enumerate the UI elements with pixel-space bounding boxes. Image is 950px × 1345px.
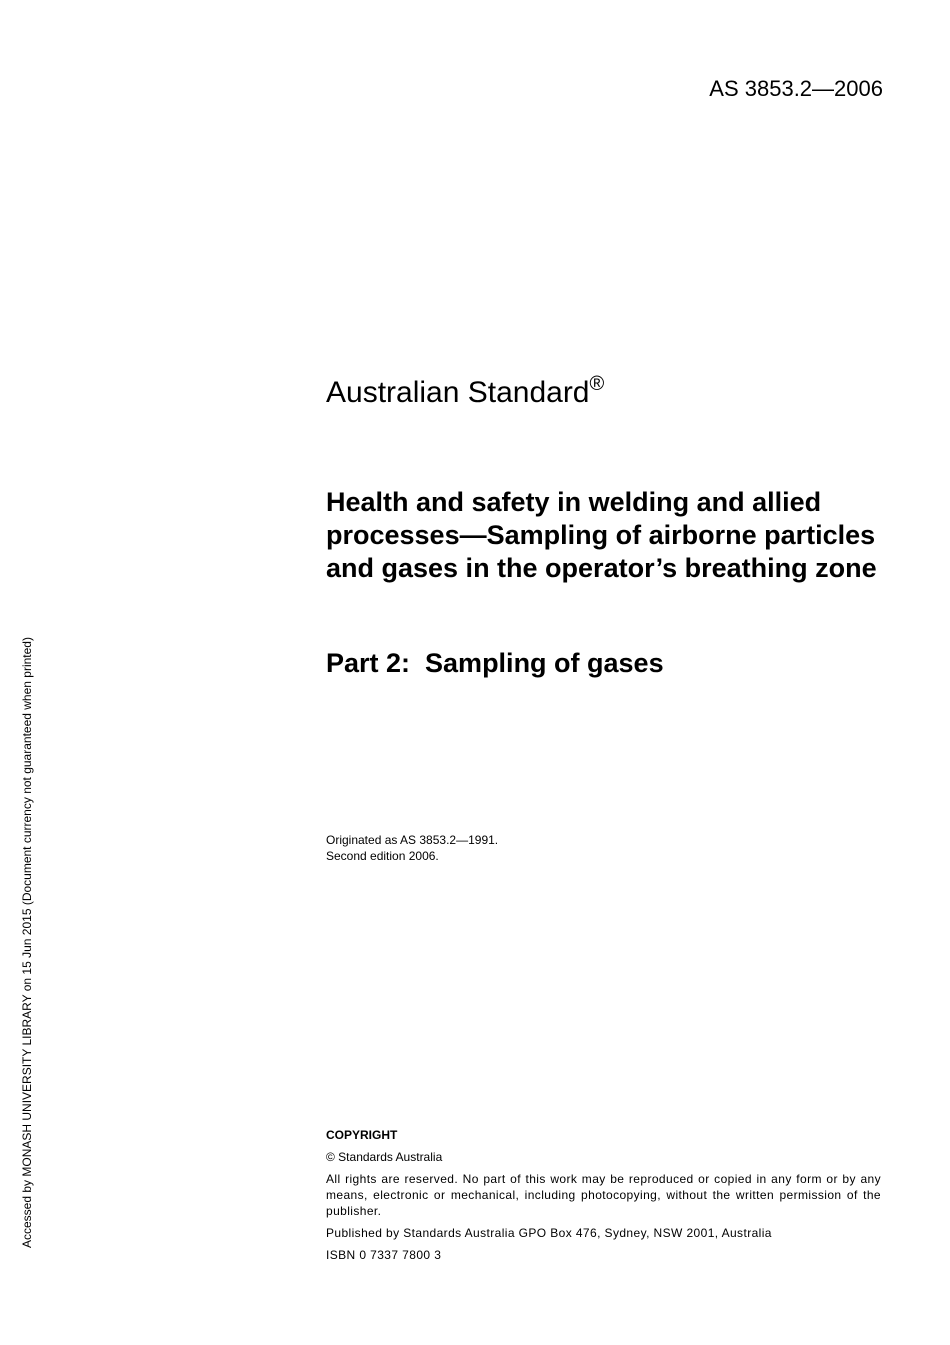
registered-mark: ® xyxy=(589,373,605,395)
brand-name: Australian Standard xyxy=(326,376,590,409)
document-title: Health and safety in welding and allied processes—Sampling of airborne particles and gases in the operator’s breathing zone xyxy=(326,487,877,583)
document-number: AS 3853.2—2006 xyxy=(709,76,883,101)
isbn-line: ISBN 0 7337 7800 3 xyxy=(326,1248,442,1262)
access-watermark-note: Accessed by MONASH UNIVERSITY LIBRARY on 15 Jun 2015 (Document currency not guaranteed when printed) xyxy=(20,637,34,1248)
edition-line: Second edition 2006. xyxy=(326,848,439,863)
part-title: Part 2: Sampling of gases xyxy=(326,648,664,678)
publisher-line: Published by Standards Australia GPO Box 476, Sydney, NSW 2001, Australia xyxy=(326,1226,772,1240)
rights-statement: All rights are reserved. No part of this work may be reproduced or copied in any form or by any means, electronic or mechanical, including photocopying, without the written permission of the publisher. xyxy=(326,1172,881,1218)
copyright-heading: COPYRIGHT xyxy=(326,1128,398,1142)
standard-brand xyxy=(326,373,605,410)
copyright-block xyxy=(326,1127,881,1263)
edition-info xyxy=(326,833,498,864)
originated-line: Originated as AS 3853.2—1991. xyxy=(326,833,499,847)
copyright-holder: © Standards Australia xyxy=(326,1150,443,1164)
